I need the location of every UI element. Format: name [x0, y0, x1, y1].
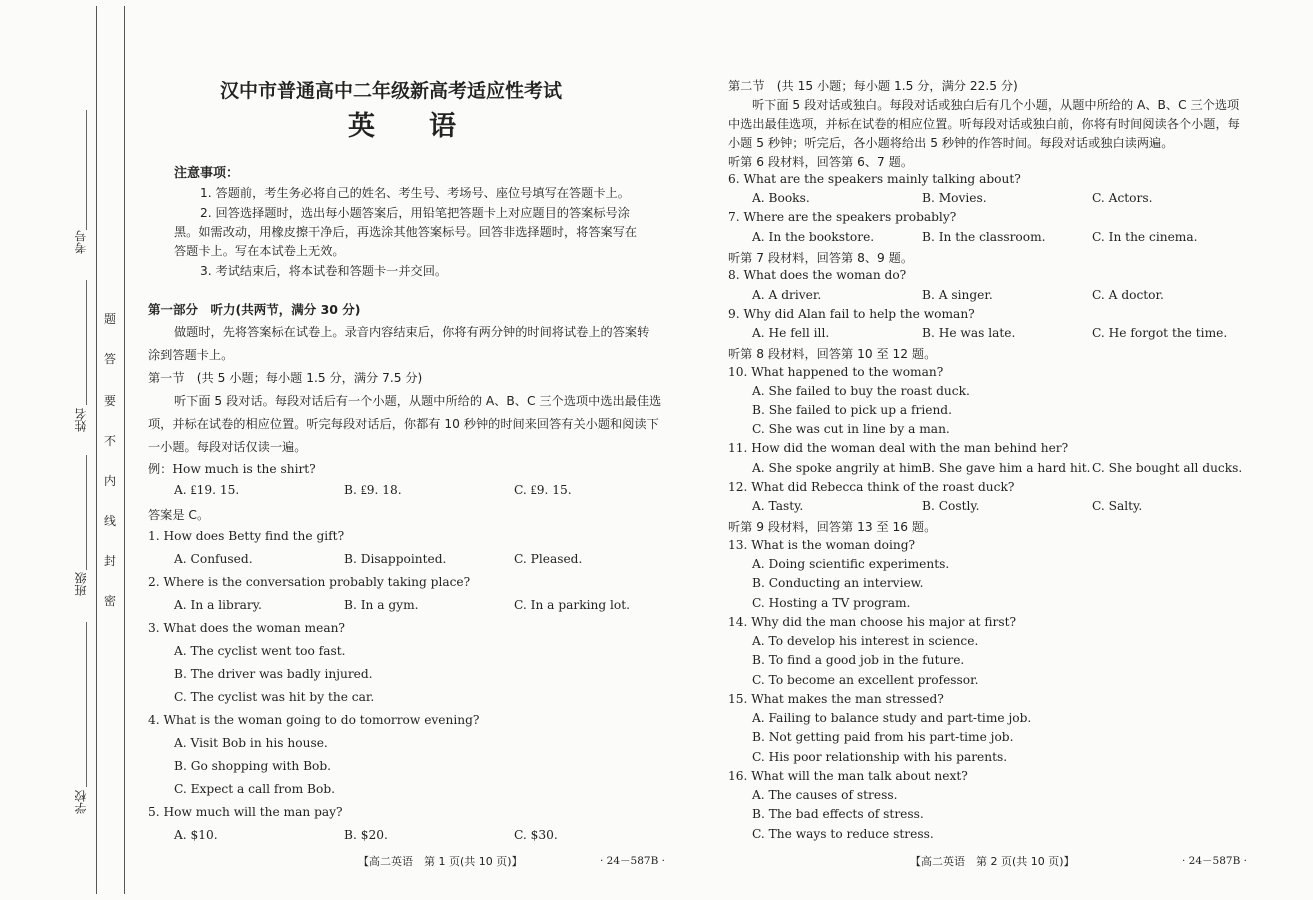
part1-title: 第一部分 听力(共两节，满分 30 分)	[148, 302, 361, 317]
example-answer: 答案是 C。	[148, 508, 210, 522]
option: B. A singer.	[922, 288, 993, 302]
option: A. Confused.	[174, 552, 253, 566]
question: 8. What does the woman do?	[728, 268, 907, 282]
option: B. She gave him a hard hit.	[922, 461, 1091, 475]
part1-intro: 做题时，先将答案标在试卷上。录音内容结束后，你将有两分钟的时间将试卷上的答案转	[174, 325, 650, 339]
seal-char: 内	[104, 474, 117, 488]
option: C. She bought all ducks.	[1092, 461, 1243, 475]
question: 5. How much will the man pay?	[148, 805, 343, 819]
option: B. The bad effects of stress.	[752, 807, 924, 821]
seal-char: 题	[104, 312, 117, 326]
subject-title: 英 语	[348, 111, 456, 142]
question: 15. What makes the man stressed?	[728, 692, 944, 706]
question: 13. What is the woman doing?	[728, 538, 916, 552]
field-blank-school[interactable]	[86, 622, 87, 787]
question: 6. What are the speakers mainly talking about?	[728, 172, 1021, 186]
material-heading: 听第 9 段材料，回答第 13 至 16 题。	[728, 520, 937, 534]
field-blank-name[interactable]	[86, 280, 87, 405]
field-label-class: 班级	[74, 572, 88, 596]
option: B. Disappointed.	[344, 552, 447, 566]
field-blank-class[interactable]	[86, 455, 87, 570]
binding-line-inner	[124, 6, 125, 894]
option: A. To develop his interest in science.	[752, 634, 979, 648]
question: 7. Where are the speakers probably?	[728, 210, 957, 224]
section1-intro: 听下面 5 段对话。每段对话后有一个小题，从题中所给的 A、B、C 三个选项中选出最佳选	[174, 394, 662, 408]
notice-line: 2. 回答选择题时，选出每小题答案后，用铅笔把答题卡上对应题目的答案标号涂	[200, 206, 630, 220]
option: A. Doing scientific experiments.	[752, 557, 950, 571]
option: B. She failed to pick up a friend.	[752, 403, 952, 417]
notice-line: 1. 答题前，考生务必将自己的姓名、考生号、考场号、座位号填写在答题卡上。	[200, 186, 630, 200]
example-question: 例：How much is the shirt?	[148, 462, 316, 476]
option: C. She was cut in line by a man.	[752, 422, 950, 436]
option: B. $20.	[344, 828, 388, 842]
option: C. In a parking lot.	[514, 598, 631, 612]
notice-title: 注意事项：	[174, 166, 240, 181]
section2-intro: 中选出最佳选项，并标在试卷的相应位置。听每段对话或独白前，你将有时间阅读各个小题，每	[728, 117, 1240, 131]
material-heading: 听第 7 段材料，回答第 8、9 题。	[728, 251, 914, 265]
option: C. A doctor.	[1092, 288, 1164, 302]
option: B. The driver was badly injured.	[174, 667, 373, 681]
option: B. Go shopping with Bob.	[174, 759, 332, 773]
section1-intro: 一小题。每段对话仅读一遍。	[148, 440, 307, 454]
question: 4. What is the woman going to do tomorrow evening?	[148, 713, 480, 727]
option: B. In a gym.	[344, 598, 419, 612]
material-heading: 听第 8 段材料，回答第 10 至 12 题。	[728, 347, 937, 361]
page-footer: 【高二英语 第 2 页(共 10 页)】	[910, 855, 1075, 868]
option: C. $30.	[514, 828, 558, 842]
notice-line: 黑。如需改动，用橡皮擦干净后，再选涂其他答案标号。回答非选择题时，将答案写在	[174, 225, 638, 239]
option: A. Visit Bob in his house.	[174, 736, 328, 750]
field-label-exam-no: 考号	[74, 230, 88, 254]
page-footer: 【高二英语 第 1 页(共 10 页)】	[358, 855, 523, 868]
question: 2. Where is the conversation probably taking place?	[148, 575, 471, 589]
option: C. The ways to reduce stress.	[752, 827, 934, 841]
example-option: B. ₤9. 18.	[344, 483, 402, 497]
question: 14. Why did the man choose his major at first?	[728, 615, 1017, 629]
example-option: C. ₤9. 15.	[514, 483, 572, 497]
option: A. The causes of stress.	[752, 788, 898, 802]
seal-char: 密	[104, 594, 117, 608]
notice-line: 3. 考试结束后，将本试卷和答题卡一并交回。	[200, 264, 448, 278]
question: 3. What does the woman mean?	[148, 621, 345, 635]
option: C. The cyclist was hit by the car.	[174, 690, 375, 704]
option: A. The cyclist went too fast.	[174, 644, 346, 658]
option: A. $10.	[174, 828, 218, 842]
material-heading: 听第 6 段材料，回答第 6、7 题。	[728, 155, 914, 169]
question: 12. What did Rebecca think of the roast duck?	[728, 480, 1015, 494]
seal-char: 答	[104, 352, 117, 366]
option: C. His poor relationship with his parents.	[752, 750, 1008, 764]
field-label-school: 学校	[74, 790, 88, 814]
option: A. She failed to buy the roast duck.	[752, 384, 970, 398]
page-code: · 24－587B ·	[1182, 855, 1247, 867]
question: 9. Why did Alan fail to help the woman?	[728, 307, 975, 321]
option: A. He fell ill.	[752, 326, 830, 340]
option: A. Tasty.	[752, 499, 804, 513]
section2-intro: 听下面 5 段对话或独白。每段对话或独白后有几个小题，从题中所给的 A、B、C 三个选项	[752, 98, 1240, 112]
field-label-name: 姓名	[74, 408, 88, 432]
seal-char: 不	[104, 434, 117, 448]
seal-char: 线	[104, 514, 117, 528]
exam-title: 汉中市普通高中二年级新高考适应性考试	[220, 80, 563, 102]
notice-line: 答题卡上。写在本试卷上无效。	[174, 244, 345, 258]
section1-title: 第一节 (共 5 小题；每小题 1.5 分，满分 7.5 分)	[148, 371, 423, 385]
field-blank-exam-no[interactable]	[86, 110, 87, 230]
option: C. Actors.	[1092, 191, 1153, 205]
example-option: A. ₤19. 15.	[174, 483, 240, 497]
section2-intro: 小题 5 秒钟；听完后，各小题将给出 5 秒钟的作答时间。每段对话或独白读两遍。	[728, 136, 1174, 150]
seal-char: 要	[104, 394, 117, 408]
option: C. Expect a call from Bob.	[174, 782, 335, 796]
section1-intro: 项，并标在试卷的相应位置。听完每段对话后，你都有 10 秒钟的时间来回答有关小题和阅读下	[148, 417, 659, 431]
option: B. To find a good job in the future.	[752, 653, 965, 667]
option: B. In the classroom.	[922, 230, 1046, 244]
page-code: · 24－587B ·	[600, 855, 665, 867]
question: 11. How did the woman deal with the man behind her?	[728, 441, 1069, 455]
option: C. He forgot the time.	[1092, 326, 1228, 340]
option: B. Not getting paid from his part-time job.	[752, 730, 1014, 744]
option: C. Hosting a TV program.	[752, 596, 911, 610]
question: 10. What happened to the woman?	[728, 365, 944, 379]
option: B. He was late.	[922, 326, 1016, 340]
option: C. In the cinema.	[1092, 230, 1198, 244]
binding-line-outer	[96, 6, 97, 894]
option: A. In the bookstore.	[752, 230, 875, 244]
option: A. In a library.	[174, 598, 262, 612]
question: 1. How does Betty find the gift?	[148, 529, 345, 543]
option: B. Costly.	[922, 499, 980, 513]
option: B. Conducting an interview.	[752, 576, 924, 590]
seal-char: 封	[104, 554, 117, 568]
option: C. Pleased.	[514, 552, 583, 566]
part1-intro: 涂到答题卡上。	[148, 348, 234, 362]
option: A. A driver.	[752, 288, 822, 302]
option: C. Salty.	[1092, 499, 1143, 513]
section2-title: 第二节 (共 15 小题；每小题 1.5 分，满分 22.5 分)	[728, 79, 1018, 93]
option: B. Movies.	[922, 191, 987, 205]
option: A. Books.	[752, 191, 810, 205]
option: C. To become an excellent professor.	[752, 673, 979, 687]
option: A. Failing to balance study and part-time job.	[752, 711, 1032, 725]
question: 16. What will the man talk about next?	[728, 769, 968, 783]
option: A. She spoke angrily at him.	[752, 461, 927, 475]
